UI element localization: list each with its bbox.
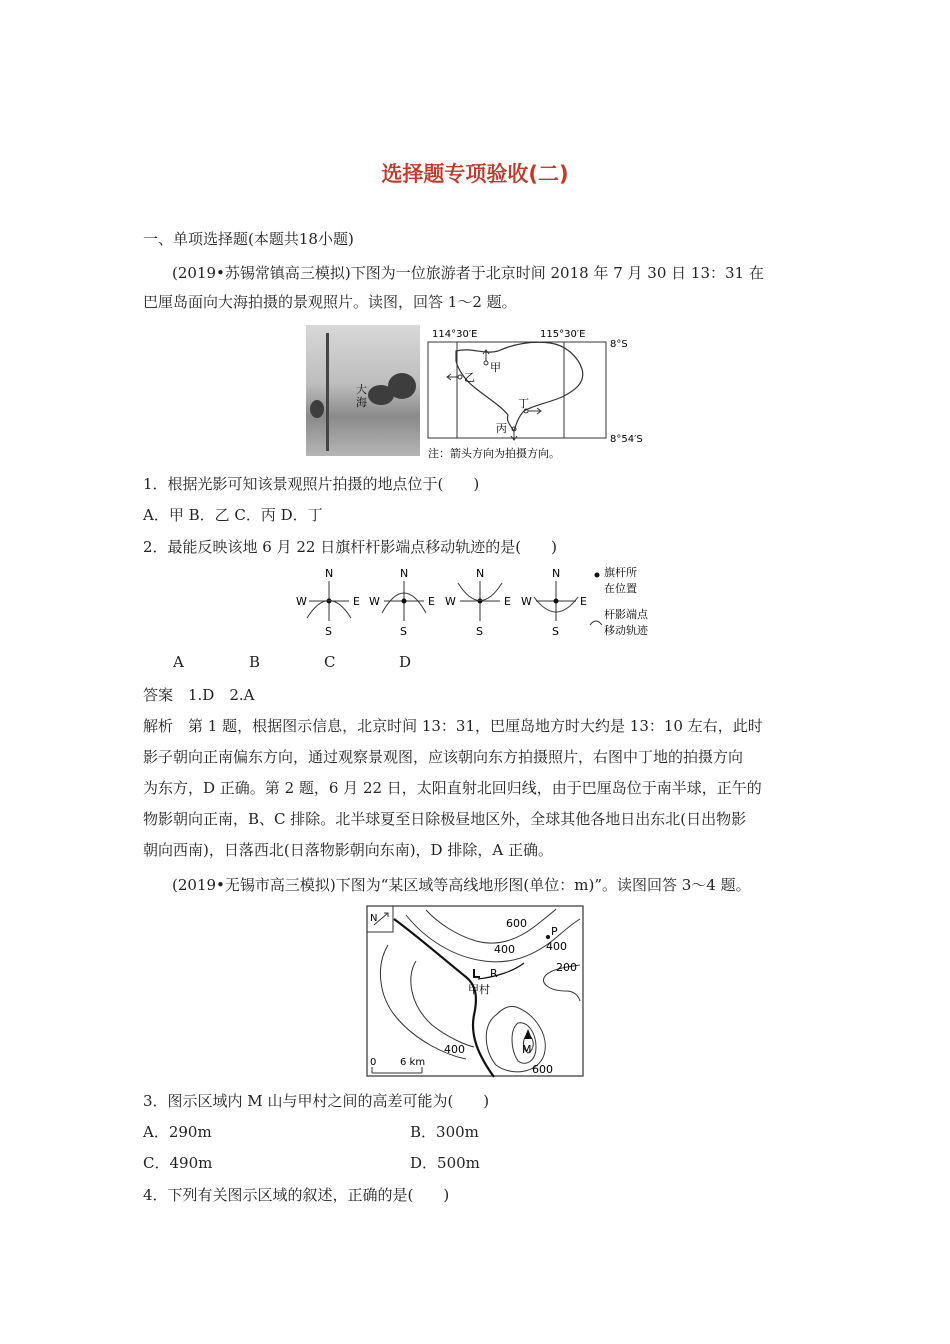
lon-right: 115°30′E bbox=[540, 329, 586, 340]
shadow-track-diagrams bbox=[290, 563, 670, 643]
choice-d: D bbox=[399, 653, 412, 671]
diagram-c bbox=[445, 567, 511, 638]
diagram-legend bbox=[590, 565, 649, 637]
place-bing bbox=[496, 422, 517, 440]
svg-text:杆影端点: 杆影端点 bbox=[604, 608, 648, 621]
svg-text:6 km: 6 km bbox=[400, 1057, 426, 1068]
diagram-a bbox=[296, 567, 360, 638]
svg-text:乙: 乙 bbox=[464, 371, 475, 384]
q1-options: A．甲 B．乙 C．丙 D．丁 bbox=[143, 506, 323, 524]
analysis-line3: 为东方，D 正确。第 2 题，6 月 22 日，太阳直射北回归线，由于巴厘岛位于南半球，正午的 bbox=[143, 779, 762, 797]
q3-option-d: D．500m bbox=[410, 1154, 480, 1172]
choice-c: C bbox=[324, 653, 336, 671]
svg-text:N: N bbox=[400, 567, 409, 580]
place-jia bbox=[483, 350, 501, 374]
point-p bbox=[546, 925, 558, 939]
q3-option-b: B．300m bbox=[410, 1123, 479, 1141]
svg-text:丁: 丁 bbox=[518, 397, 529, 410]
svg-text:W: W bbox=[521, 595, 532, 608]
map-note: 注：箭头方向为拍摄方向。 bbox=[428, 447, 560, 460]
analysis-line2: 影子朝向正南偏东方向，通过观察景观图，应该朝向东方拍摄照片，右图中丁地的拍摄方向 bbox=[143, 748, 744, 766]
diagram-d bbox=[521, 567, 587, 638]
svg-text:N: N bbox=[370, 913, 378, 924]
svg-text:M: M bbox=[522, 1043, 532, 1056]
svg-text:P: P bbox=[551, 925, 558, 938]
contour-400-left: 400 bbox=[494, 943, 515, 956]
analysis-line5: 朝向西南)，日落西北(日落物影朝向东南)，D 排除，A 正确。 bbox=[143, 841, 553, 859]
q3-option-a: A．290m bbox=[143, 1123, 212, 1141]
river bbox=[478, 963, 524, 979]
north-arrow bbox=[370, 913, 388, 925]
page-title: 选择题专项验收(二) bbox=[381, 162, 569, 186]
lat-bottom: 8°54′S bbox=[610, 434, 643, 445]
svg-text:W: W bbox=[369, 595, 380, 608]
answer: 答案 1.D 2.A bbox=[143, 686, 255, 704]
q2-stem: 2．最能反映该地 6 月 22 日旗杆杆影端点移动轨迹的是( ) bbox=[143, 538, 557, 556]
photo-label: 大海 bbox=[356, 383, 367, 409]
analysis-line4: 物影朝向正南，B、C 排除。北半球夏至日除极昼地区外，全球其他各地日出东北(日出物影 bbox=[143, 810, 747, 828]
landscape-photo bbox=[306, 325, 420, 456]
svg-text:甲村: 甲村 bbox=[468, 983, 490, 996]
bali-map bbox=[424, 325, 654, 465]
svg-text:E: E bbox=[504, 595, 511, 608]
choice-a: A bbox=[173, 653, 184, 671]
contour-600-top: 600 bbox=[506, 917, 527, 930]
svg-text:E: E bbox=[428, 595, 435, 608]
mountain-m bbox=[522, 1029, 532, 1056]
intro1-line2: 巴厘岛面向大海拍摄的景观照片。读图，回答 1～2 题。 bbox=[143, 293, 517, 311]
choice-b: B bbox=[249, 653, 261, 671]
flagpole bbox=[326, 333, 329, 451]
analysis-line1: 解析 第 1 题，根据图示信息，北京时间 13：31，巴厘岛地方时大约是 13：10 左右，此时 bbox=[143, 717, 763, 735]
svg-text:S: S bbox=[476, 625, 483, 638]
svg-text:N: N bbox=[476, 567, 485, 580]
q3-option-c: C．490m bbox=[143, 1154, 213, 1172]
section-heading: 一、单项选择题(本题共18小题) bbox=[143, 230, 354, 248]
svg-text:N: N bbox=[325, 567, 334, 580]
svg-text:W: W bbox=[296, 595, 307, 608]
contour-400-bottom: 400 bbox=[444, 1043, 465, 1056]
village-jiacun bbox=[468, 969, 490, 996]
contour-400-right: 400 bbox=[546, 940, 567, 953]
svg-text:甲: 甲 bbox=[490, 361, 501, 374]
q1-stem: 1．根据光影可知该景观照片拍摄的地点位于( ) bbox=[143, 475, 480, 493]
intro1-line1: (2019•苏锡常镇高三模拟)下图为一位旅游者于北京时间 2018 年 7 月 30 日 13：31 在 bbox=[172, 264, 764, 282]
svg-text:在位置: 在位置 bbox=[604, 582, 637, 595]
svg-text:S: S bbox=[325, 625, 332, 638]
svg-text:S: S bbox=[400, 625, 407, 638]
contour-200: 200 bbox=[556, 961, 577, 974]
q4-stem: 4．下列有关图示区域的叙述，正确的是( ) bbox=[143, 1186, 450, 1204]
svg-text:S: S bbox=[552, 625, 559, 638]
svg-text:W: W bbox=[445, 595, 456, 608]
lat-top: 8°S bbox=[610, 339, 628, 350]
svg-text:0: 0 bbox=[370, 1057, 377, 1068]
intro2: (2019•无锡市高三模拟)下图为“某区域等高线地形图(单位：m)”。读图回答 3～4 题。 bbox=[172, 876, 751, 894]
contour-600-bottom: 600 bbox=[532, 1063, 553, 1076]
svg-text:丙: 丙 bbox=[496, 422, 507, 435]
svg-text:旗杆所: 旗杆所 bbox=[604, 566, 637, 579]
svg-text:E: E bbox=[353, 595, 360, 608]
point-r: R bbox=[490, 967, 498, 980]
scale-bar bbox=[370, 1057, 425, 1073]
q3-stem: 3．图示区域内 M 山与甲村之间的高差可能为( ) bbox=[143, 1092, 490, 1110]
svg-text:N: N bbox=[552, 567, 561, 580]
svg-text:移动轨迹: 移动轨迹 bbox=[604, 624, 648, 637]
contour-map bbox=[366, 905, 586, 1080]
lon-left: 114°30′E bbox=[432, 329, 478, 340]
diagram-b bbox=[369, 567, 435, 638]
svg-text:E: E bbox=[580, 595, 587, 608]
